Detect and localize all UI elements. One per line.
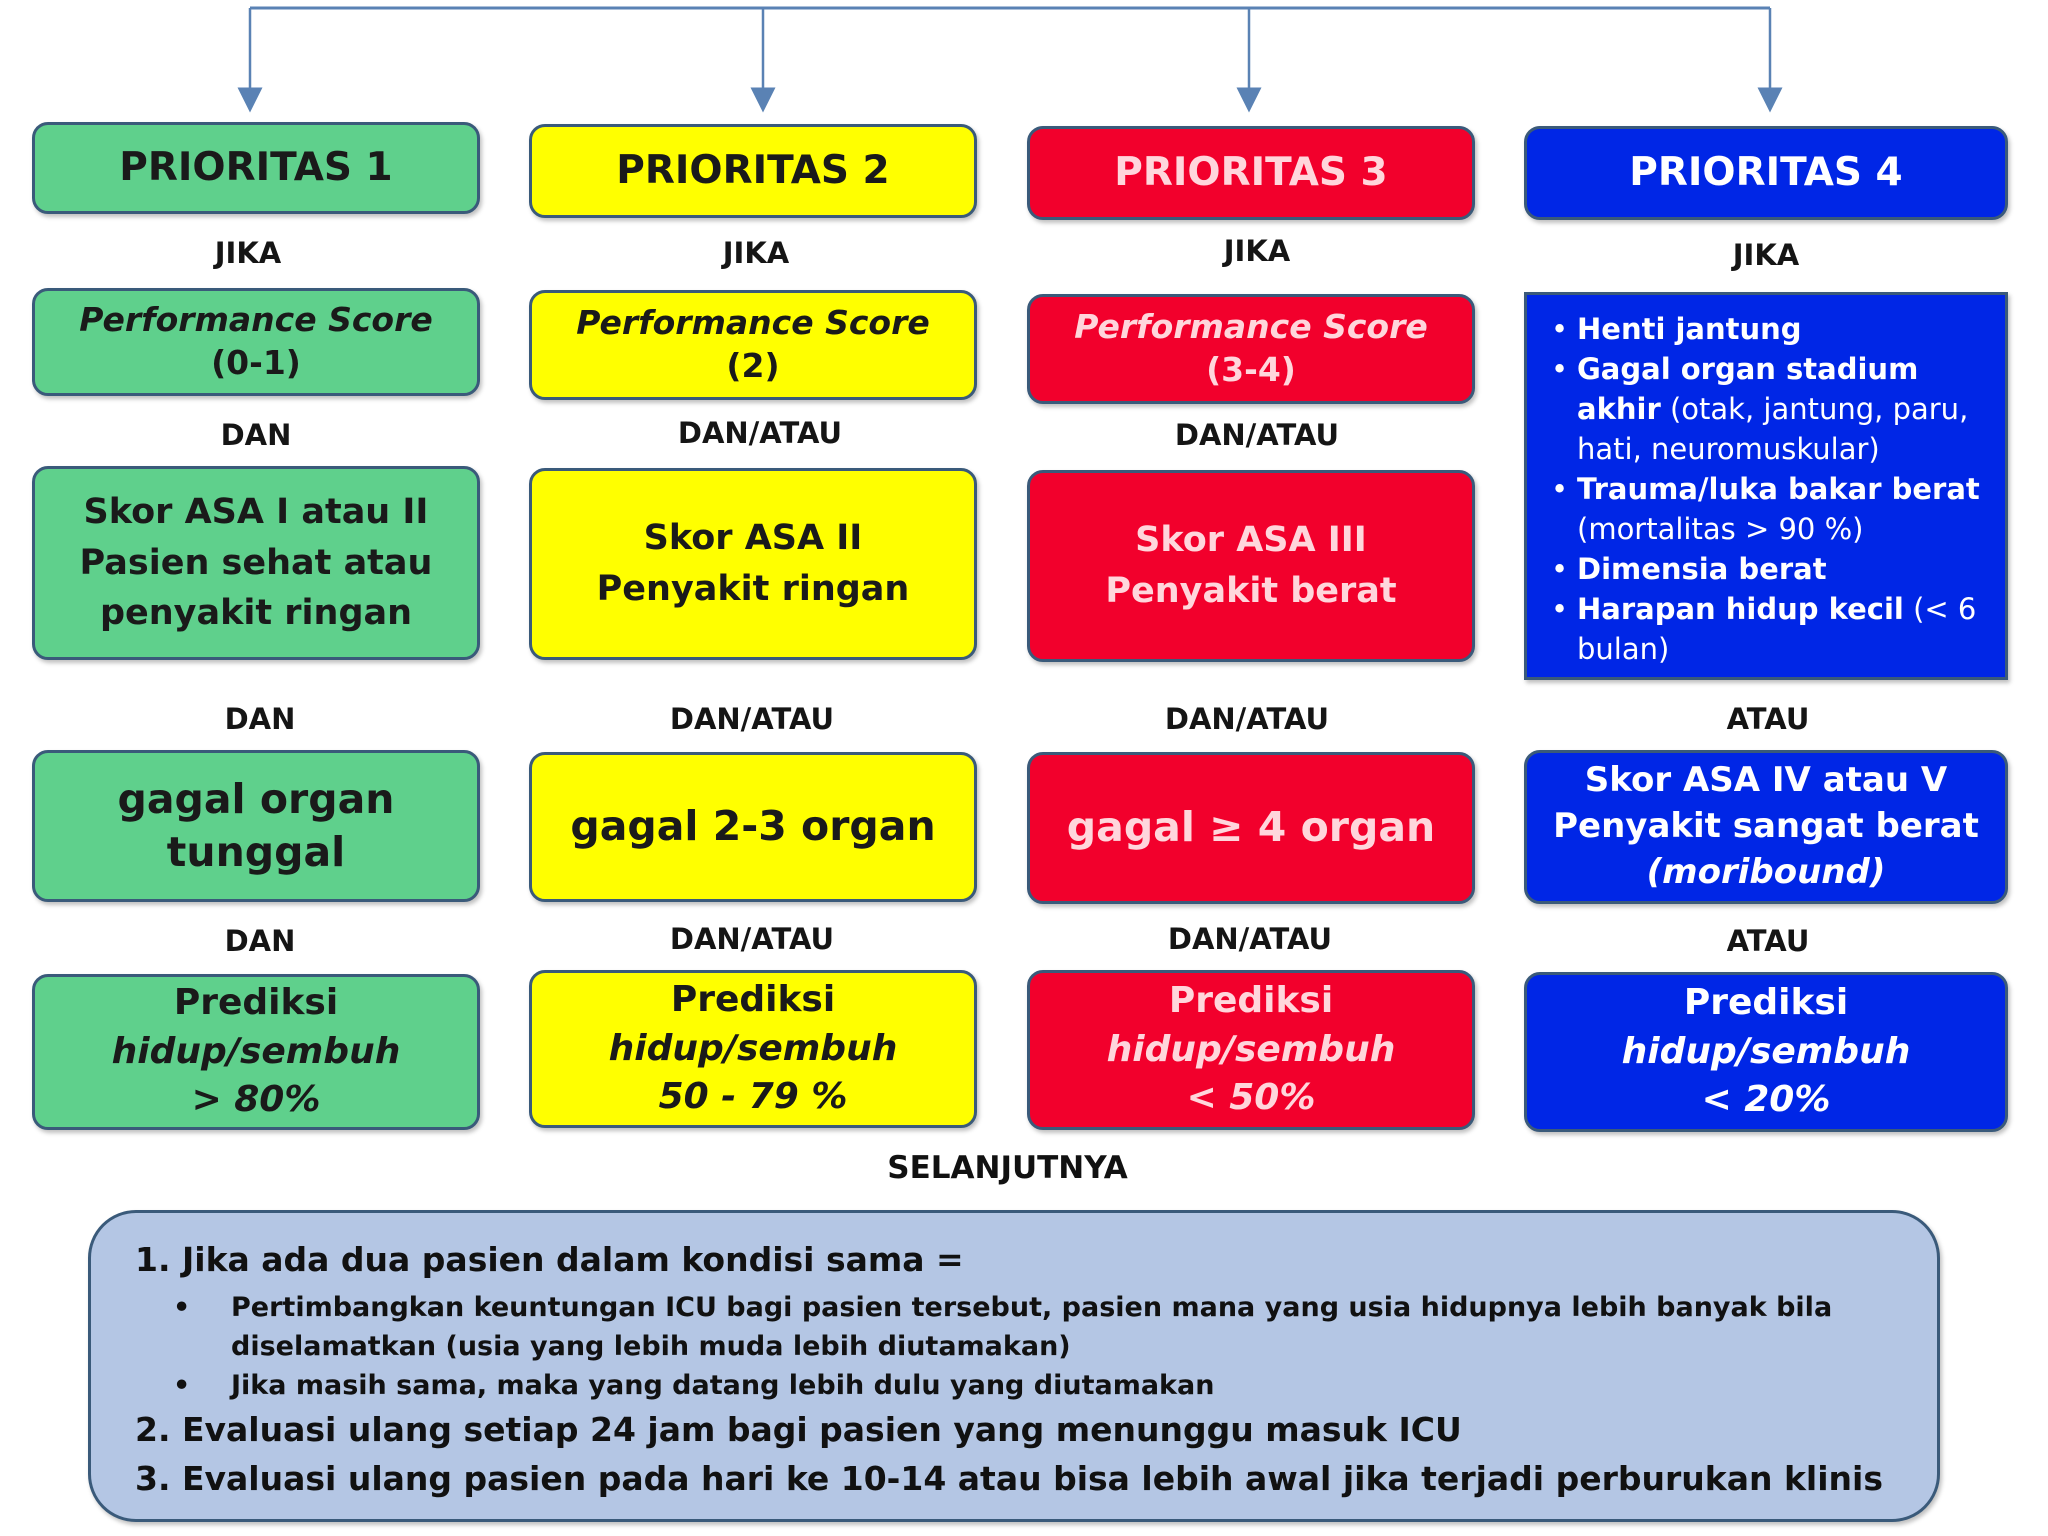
asa-line-1: Skor ASA II [643, 518, 863, 559]
condition-item [1549, 309, 1989, 349]
asa-line-3: (moribound) [1646, 851, 1886, 892]
prioritas-3-if-label: JIKA [1223, 234, 1291, 268]
organ-line-1: gagal 2-3 organ [570, 802, 936, 851]
prioritas-1-performance-score [32, 288, 480, 396]
prioritas-1-asa-score [32, 466, 480, 660]
prioritas-2-connector-3: DAN/ATAU [669, 922, 835, 956]
prioritas-4-prediction [1524, 972, 2008, 1132]
prioritas-1-connector-1: DAN [220, 418, 292, 452]
note-bullet-2: • Jika masih sama, maka yang datang lebih dulu yang diutamakan [135, 1366, 1897, 1405]
prioritas-1-connector-2: DAN [224, 702, 296, 736]
prioritas-1-header [32, 122, 480, 214]
prioritas-2-prediction [529, 970, 977, 1128]
prioritas-2-asa-score [529, 468, 977, 660]
performance-score-value: (2) [726, 346, 780, 385]
prioritas-2-if-label: JIKA [722, 236, 790, 270]
prioritas-2-header [529, 124, 977, 218]
prioritas-4-title: PRIORITAS 4 [1629, 149, 1903, 195]
organ-line-2: tunggal [166, 828, 346, 876]
condition-main: Trauma/luka bakar berat [1577, 472, 1980, 507]
prediction-sub: hidup/sembuh [111, 1030, 401, 1072]
prioritas-3-connector-1: DAN/ATAU [1174, 418, 1340, 452]
organ-line-1: gagal organ [117, 774, 395, 823]
prioritas-1-prediction [32, 974, 480, 1130]
organ-line-1: gagal ≥ 4 organ [1066, 803, 1436, 852]
prioritas-3-performance-score [1027, 294, 1475, 404]
prediction-label: Prediksi [1168, 980, 1334, 1022]
prioritas-2-performance-score [529, 290, 977, 400]
prioritas-1-organ-failure [32, 750, 480, 902]
asa-line-1: Skor ASA IV atau V [1584, 760, 1948, 801]
performance-score-label: Performance Score [576, 303, 930, 343]
prioritas-4-conditions-list [1524, 292, 2008, 680]
notes-box [88, 1210, 1940, 1522]
asa-line-2: Penyakit sangat berat [1553, 806, 1979, 847]
prioritas-3-header [1027, 126, 1475, 220]
condition-item [1549, 469, 1989, 549]
prioritas-3-connector-2: DAN/ATAU [1164, 702, 1330, 736]
prioritas-3-connector-3: DAN/ATAU [1167, 922, 1333, 956]
prioritas-4-connector-2: ATAU [1726, 702, 1810, 736]
prioritas-2-connector-1: DAN/ATAU [677, 416, 843, 450]
condition-item [1549, 549, 1989, 589]
prediction-value: > 80% [191, 1079, 321, 1121]
note-item-2: 2. Evaluasi ulang setiap 24 jam bagi pasien yang menunggu masuk ICU [135, 1410, 1462, 1450]
asa-line-2: Pasien sehat atau [79, 542, 433, 583]
condition-detail: (otak, jantung, paru, hati, neuromuskular) [1577, 392, 1969, 467]
asa-line-1: Skor ASA III [1135, 520, 1367, 561]
prioritas-1-connector-3: DAN [224, 924, 296, 958]
prioritas-1-title: PRIORITAS 1 [119, 144, 393, 190]
condition-detail: (< 6 bulan) [1577, 592, 1977, 667]
prediction-label: Prediksi [1683, 982, 1849, 1024]
top-connector-lines [0, 0, 2048, 120]
prioritas-2-connector-2: DAN/ATAU [669, 702, 835, 736]
prioritas-3-prediction [1027, 970, 1475, 1130]
condition-main: Henti jantung [1577, 312, 1802, 346]
performance-score-label: Performance Score [79, 300, 433, 340]
prediction-sub: hidup/sembuh [608, 1027, 898, 1069]
condition-item [1549, 589, 1989, 669]
prioritas-3-organ-failure [1027, 752, 1475, 904]
condition-main: Dimensia berat [1577, 552, 1827, 587]
note-item-1: 1. Jika ada dua pasien dalam kondisi sama = [135, 1240, 964, 1279]
condition-main: Gagal organ stadium akhir [1577, 352, 1919, 427]
asa-line-3: penyakit ringan [99, 593, 413, 634]
prioritas-1-if-label: JIKA [214, 236, 282, 270]
condition-main: Harapan hidup kecil [1577, 592, 1904, 627]
condition-detail: (mortalitas > 90 %) [1577, 512, 1864, 547]
prediction-label: Prediksi [670, 979, 836, 1021]
performance-score-value: (3-4) [1206, 350, 1296, 389]
prioritas-4-header [1524, 126, 2008, 220]
note-item-3: 3. Evaluasi ulang pasien pada hari ke 10-14 atau bisa lebih awal jika terjadi perburukan klinis [135, 1459, 1883, 1499]
prioritas-3-title: PRIORITAS 3 [1114, 149, 1388, 195]
prioritas-3-asa-score [1027, 470, 1475, 662]
prediction-value: < 50% [1186, 1077, 1316, 1119]
performance-score-value: (0-1) [211, 343, 301, 382]
asa-line-2: Penyakit ringan [596, 569, 910, 609]
prediction-value: 50 - 79 % [658, 1076, 848, 1118]
prediction-label: Prediksi [173, 982, 339, 1024]
note-bullet-1: • Pertimbangkan keuntungan ICU bagi pasien tersebut, pasien mana yang usia hidupnya lebih banyak bila diselamatkan (usia yang lebih muda lebih diutamakan) [135, 1288, 1897, 1366]
prioritas-4-connector-3: ATAU [1726, 924, 1810, 958]
asa-line-2: Penyakit berat [1105, 571, 1397, 611]
next-label: SELANJUTNYA [887, 1150, 1128, 1186]
prioritas-4-asa-score [1524, 750, 2008, 904]
prioritas-2-organ-failure [529, 752, 977, 902]
prediction-sub: hidup/sembuh [1106, 1028, 1396, 1070]
asa-line-1: Skor ASA I atau II [83, 491, 429, 532]
prioritas-4-if-label: JIKA [1732, 238, 1800, 272]
condition-item [1549, 349, 1989, 469]
prediction-value: < 20% [1701, 1079, 1831, 1121]
prioritas-2-title: PRIORITAS 2 [616, 147, 890, 193]
performance-score-label: Performance Score [1074, 307, 1428, 347]
prediction-sub: hidup/sembuh [1621, 1030, 1911, 1072]
